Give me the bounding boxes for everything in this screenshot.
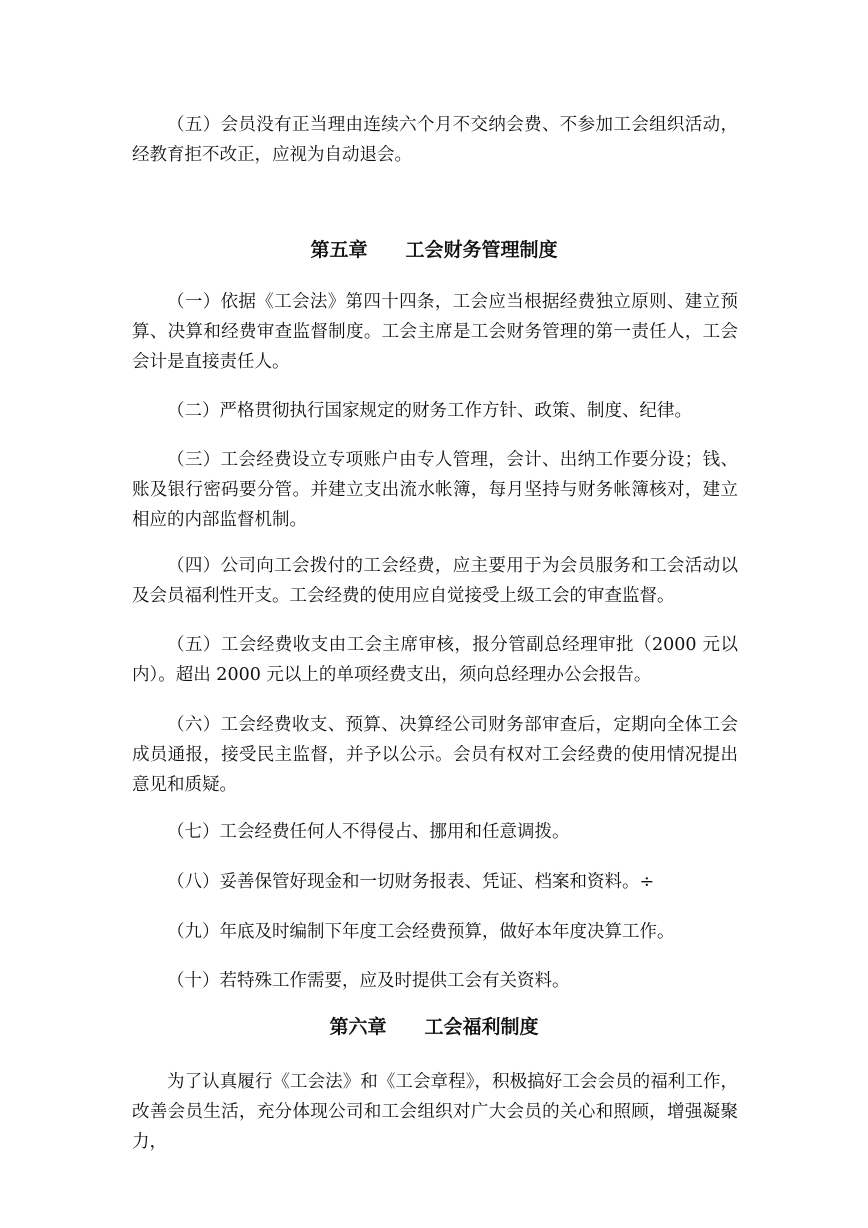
chapter-5-paragraph-10: （十）若特殊工作需要，应及时提供工会有关资料。 — [167, 971, 570, 991]
chapter-6-paragraph-1: 为了认真履行《工会法》和《工会章程》，积极搞好工会会员的福利工作，改善会员生活，充分体现公司和工会组织对广大会员的关心和照顾，增强凝聚力， — [132, 1072, 738, 1152]
chapter-5-paragraph-6: （六）工会经费收支、预算、决算经公司财务部审查后，定期向全体工会成员通报，接受民主监督，并予以公示。会员有权对工会经费的使用情况提出意见和质疑。 — [132, 715, 738, 795]
chapter-5-paragraph-4: （四）公司向工会拨付的工会经费，应主要用于为会员服务和工会活动以及会员福利性开支。工会经费的使用应自觉接受上级工会的审查监督。 — [132, 556, 738, 606]
chapter-5-paragraph-5: （五）工会经费收支由工会主席审核，报分管副总经理审批（2000 元以内）。超出 2000 元以上的单项经费支出，须向总经理办公会报告。 — [132, 635, 738, 685]
paragraph-membership-withdrawal: （五）会员没有正当理由连续六个月不交纳会费、不参加工会组织活动，经教育拒不改正，应视为自动退会。 — [132, 115, 738, 165]
chapter-5-paragraph-1: （一）依据《工会法》第四十四条，工会应当根据经费独立原则、建立预算、决算和经费审查监督制度。工会主席是工会财务管理的第一责任人，工会会计是直接责任人。 — [132, 292, 738, 372]
chapter-5-paragraph-3: （三）工会经费设立专项账户由专人管理，会计、出纳工作要分设；钱、账及银行密码要分管。并建立支出流水帐簿，每月坚持与财务帐簿核对，建立相应的内部监督机制。 — [132, 450, 738, 530]
chapter-5-paragraph-2: （二）严格贯彻执行国家规定的财务工作方针、政策、制度、纪律。 — [167, 401, 692, 421]
chapter-5-paragraph-8: （八）妥善保管好现金和一切财务报表、凭证、档案和资料。÷ — [167, 872, 655, 892]
chapter-5-paragraph-7: （七）工会经费任何人不得侵占、挪用和任意调拨。 — [167, 822, 570, 842]
chapter-6-title: 第六章 工会福利制度 — [329, 1016, 539, 1038]
chapter-5-title: 第五章 工会财务管理制度 — [310, 239, 558, 261]
chapter-5-paragraph-9: （九）年底及时编制下年度工会经费预算，做好本年度决算工作。 — [167, 922, 675, 942]
